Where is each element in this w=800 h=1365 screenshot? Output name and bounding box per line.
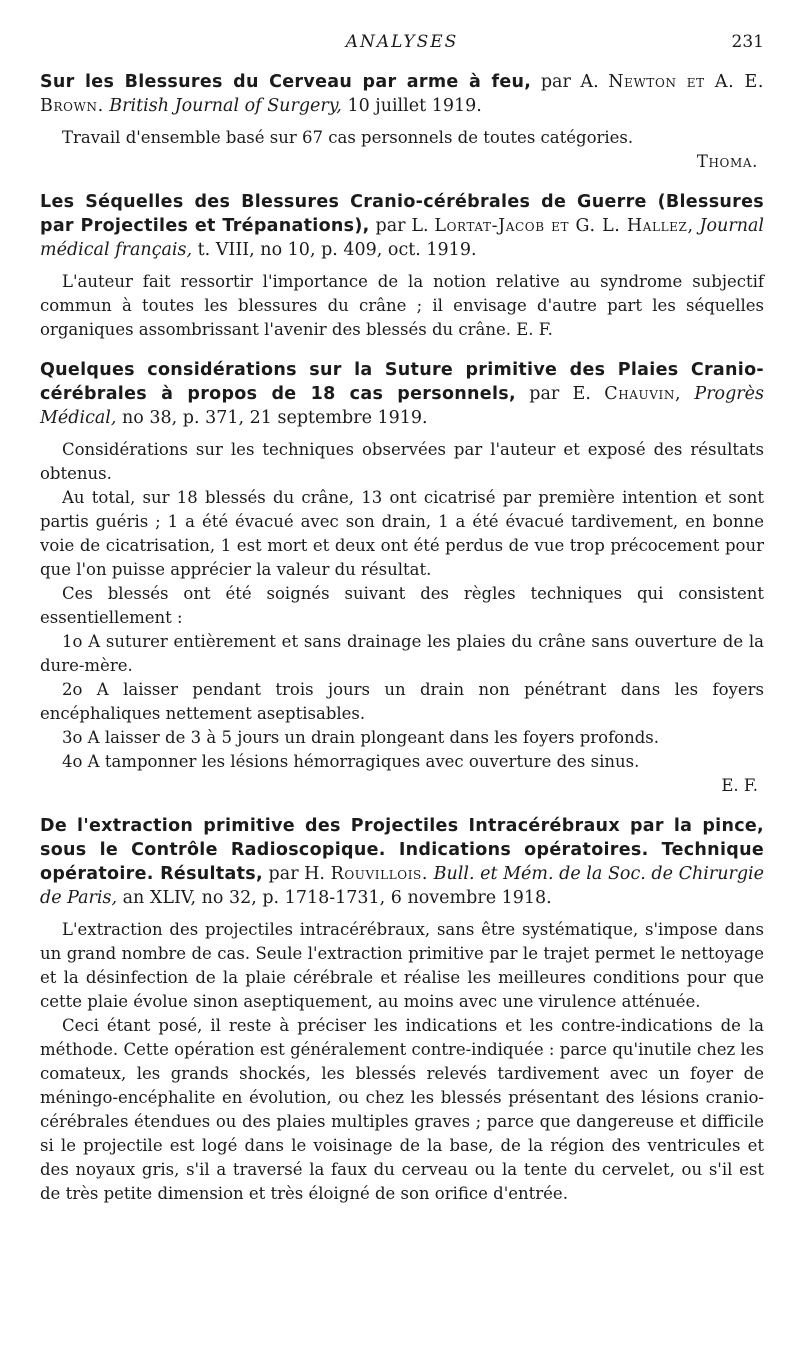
- citation-authors: Chauvin,: [604, 384, 682, 404]
- citation-authors: Rouvillois.: [330, 864, 429, 884]
- citation-details: an XLIV, no 32, p. 1718-1731, 6 novembre 1918.: [117, 888, 552, 908]
- citation-authors: Newton et A. E. Brown.: [40, 72, 765, 116]
- list-item: 3o A laisser de 3 à 5 jours un drain plongeant dans les foyers profonds.: [62, 728, 660, 747]
- article-paragraph: Considérations sur les techniques observées par l'auteur et exposé des résultats obtenus.: [40, 440, 764, 483]
- citation-journal: Bull. et Mém. de la Soc. de Chirurgie de Paris,: [40, 864, 765, 908]
- article-4: [40, 814, 764, 1206]
- citation-details: no 38, p. 371, 21 septembre 1919.: [116, 408, 428, 428]
- article-2: [40, 190, 764, 342]
- list-item: 1o A suturer entièrement et sans drainage les plaies du crâne sans ouverture de la dure-mère.: [40, 632, 764, 675]
- article-signature: E. F.: [721, 776, 758, 795]
- citation-details: t. VIII, no 10, p. 409, oct. 1919.: [192, 240, 477, 260]
- article-paragraph: Au total, sur 18 blessés du crâne, 13 ont cicatrisé par première intention et sont partis guéris ; 1 a été évacué avec son drain, 1 a été évacué tardivement, en bonne voie de cicatrisation, 1 est mort et deux ont été perdus de vue trop précocement pour que l'on puisse apprécier la valeur du résultat.: [40, 488, 764, 579]
- citation-journal: Progrès Médical,: [40, 384, 764, 428]
- article-title-text: Sur les Blessures du Cerveau par arme à feu,: [40, 72, 532, 92]
- running-title: ANALYSES: [345, 32, 459, 52]
- citation-journal: Journal médical français,: [40, 216, 764, 260]
- article-paragraph: L'auteur fait ressortir l'importance de la notion relative au syndrome subjectif commun à toutes les blessures du crâne ; il envisage d'autre part les séquelles organiques assombrissant l'avenir des blessés du crâne. E. F.: [40, 272, 764, 339]
- citation-prefix: par A.: [531, 72, 609, 92]
- article-3: [40, 358, 764, 798]
- article-paragraph: Ces blessés ont été soignés suivant des règles techniques qui consistent essentiellement :: [40, 584, 764, 627]
- article-title: [40, 358, 764, 430]
- citation-prefix: par L.: [369, 216, 435, 236]
- article-title-text: De l'extraction primitive des Projectiles Intracérébraux par la pince, sous le Contrôle Radioscopique. Indications opératoires. Technique opératoire. Résultats,: [40, 816, 764, 884]
- citation-authors: Lortat-Jacob et G. L. Hallez,: [434, 216, 694, 236]
- article-title: [40, 190, 764, 262]
- article-signature: Thoma.: [696, 152, 758, 171]
- list-item: 2o A laisser pendant trois jours un drain non pénétrant dans les foyers encéphaliques nettement aseptisables.: [40, 680, 764, 723]
- page-number: 231: [731, 32, 764, 52]
- article-paragraph: L'extraction des projectiles intracérébraux, sans être systématique, s'impose dans un grand nombre de cas. Seule l'extraction primitive par le trajet permet le nettoyage et la désinfection de la plaie cérébrale et réalise les meilleures conditions pour que cette plaie évolue sinon aseptiquement, au moins avec une virulence atténuée.: [40, 920, 764, 1011]
- citation-journal: British Journal of Surgery,: [103, 96, 342, 116]
- citation-prefix: par E.: [515, 384, 605, 404]
- citation-prefix: par H.: [262, 864, 331, 884]
- article-title: [40, 70, 764, 118]
- article-paragraph: Ceci étant posé, il reste à préciser les indications et les contre-indications de la méthode. Cette opération est généralement contre-indiquée : parce qu'inutile chez les comateux, les grands shockés, les blessés relevés tardivement avec un foyer de méningo-encéphalite en évolution, ou chez les blessés présentant des lésions cranio-cérébrales étendues ou des plaies multiples graves ; parce que dangereuse et difficile si le projectile est logé dans le voisinage de la base, de la région des ventricules et des noyaux gris, s'il a traversé la faux du cerveau ou la tente du cervelet, ou s'il est de très petite dimension et très éloigné de son orifice d'entrée.: [40, 1016, 764, 1203]
- article-title-text: Quelques considérations sur la Suture primitive des Plaies Cranio-cérébrales à propos de 18 cas personnels,: [40, 360, 764, 404]
- running-header: [40, 32, 764, 56]
- article-1: [40, 70, 764, 174]
- citation-details: 10 juillet 1919.: [341, 96, 482, 116]
- article-paragraph: Travail d'ensemble basé sur 67 cas personnels de toutes catégories.: [62, 128, 634, 147]
- article-title: [40, 814, 764, 910]
- article-title-text: Les Séquelles des Blessures Cranio-cérébrales de Guerre (Blessures par Projectiles et Trépanations),: [40, 192, 764, 236]
- list-item: 4o A tamponner les lésions hémorragiques avec ouverture des sinus.: [62, 752, 640, 771]
